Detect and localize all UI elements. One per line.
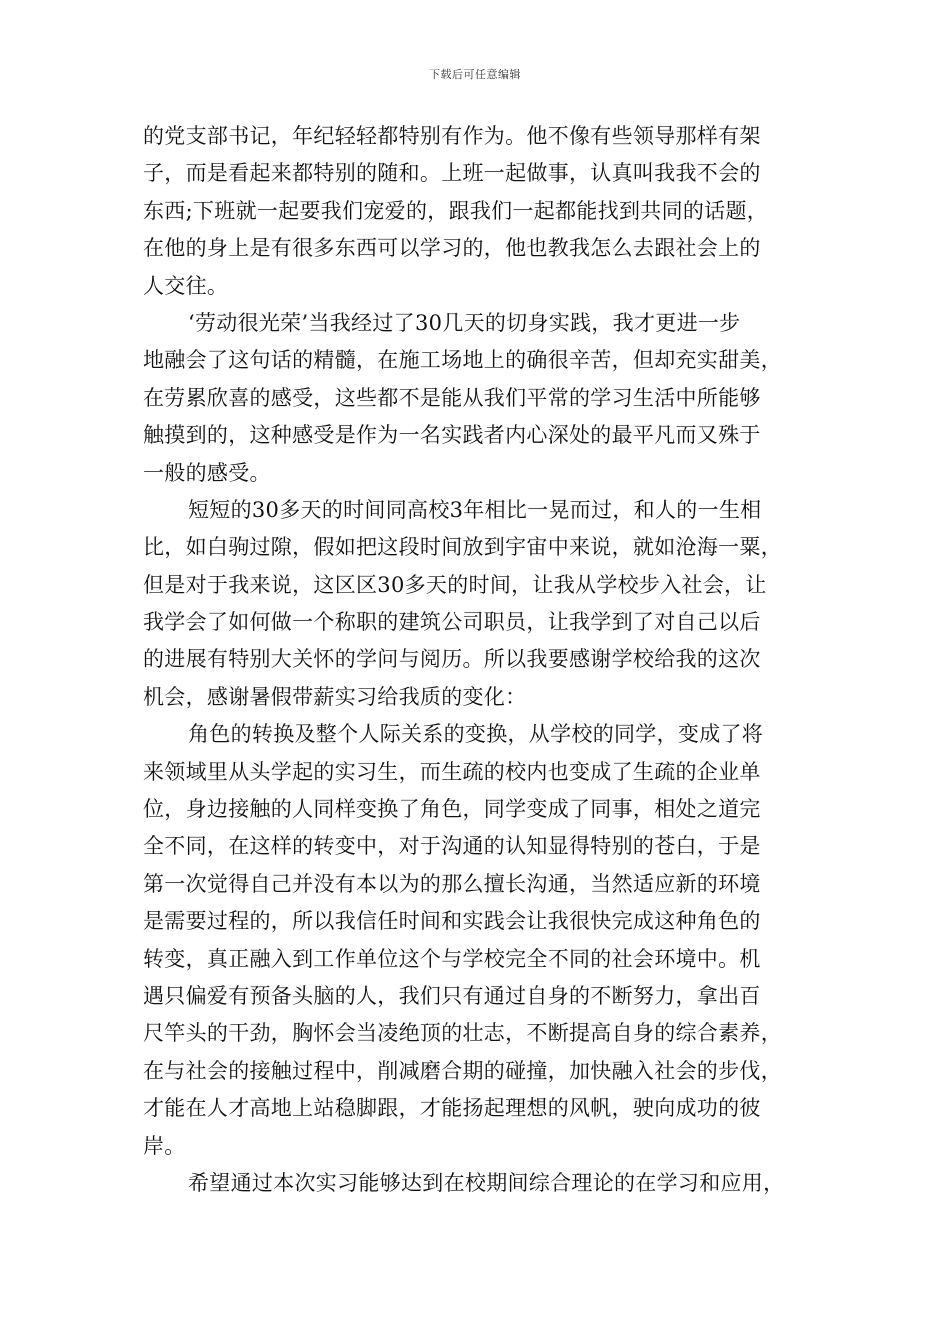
text-line: 人交往。 [143,273,229,298]
text-line: 全不同，在这样的转变中，对于沟通的认知显得特别的苍白，于是 [143,834,761,859]
paragraph [143,716,823,1165]
text-line: 的进展有特别大关怀的学问与阅历。所以我要感谢学校给我的这次 [143,647,761,672]
text-line: 第一次觉得自己并没有本以为的那么擅长沟通，当然适应新的环境 [143,871,761,896]
text-line: 但是对于我来说，这区区30多天的时间，让我从学校步入社会，让 [143,572,767,597]
text-line: 一般的感受。 [143,460,271,485]
text-line: ‘劳动很光荣’当我经过了30几天的切身实践，我才更进一步 [188,310,741,335]
text-line: 遇只偏爱有预备头脑的人，我们只有通过自身的不断努力，拿出百 [143,983,761,1008]
paragraph [143,305,823,492]
text-line: 在他的身上是有很多东西可以学习的，他也教我怎么去跟社会上的 [143,236,761,261]
text-line: 位，身边接触的人同样变换了角色，同学变成了同事，相处之道完 [143,797,761,822]
page-header: 下载后可任意编辑 [429,68,521,81]
paragraph [143,492,823,716]
text-line: 我学会了如何做一个称职的建筑公司职员，让我学到了对自己以后 [143,610,761,635]
text-line: 地融会了这句话的精髓，在施工场地上的确很辛苦，但却充实甜美， [143,348,782,373]
text-line: 尺竿头的干劲，胸怀会当凌绝顶的壮志，不断提高自身的综合素养， [143,1021,782,1046]
text-line: 东西;下班就一起要我们宠爱的，跟我们一起都能找到共同的话题， [143,198,769,223]
text-line: 比，如白驹过隙，假如把这段时间放到宇宙中来说，就如沧海一粟， [143,535,782,560]
text-line: 岸。 [143,1133,186,1158]
text-line: 的党支部书记，年纪轻轻都特别有作为。他不像有些领导那样有架 [143,124,761,148]
paragraph [143,1165,823,1202]
text-line: 角色的转换及整个人际关系的变换，从学校的同学，变成了将 [188,722,764,747]
text-line: 触摸到的，这种感受是作为一名实践者内心深处的最平凡而又殊于 [143,423,761,448]
text-line: 希望通过本次实习能够达到在校期间综合理论的在学习和应用， [188,1170,785,1195]
text-line: 在与社会的接触过程中，削减磨合期的碰撞，加快融入社会的步伐， [143,1058,782,1083]
text-line: 才能在人才高地上站稳脚跟，才能扬起理想的风帆，驶向成功的彼 [143,1096,761,1121]
text-line: 来领域里从头学起的实习生，而生疏的校内也变成了生疏的企业单 [143,759,761,784]
text-line: 机会，感谢暑假带薪实习给我质的变化： [143,684,527,709]
document-body [143,118,823,1202]
text-line: 转变，真正融入到工作单位这个与学校完全不同的社会环境中。机 [143,946,761,971]
text-line: 短短的30多天的时间同高校3年相比一晃而过，和人的一生相 [188,497,762,522]
text-line: 在劳累欣喜的感受，这些都不是能从我们平常的学习生活中所能够 [143,385,761,410]
text-line: 是需要过程的，所以我信任时间和实践会让我很快完成这种角色的 [143,909,761,934]
text-line: 子，而是看起来都特别的随和。上班一起做事，认真叫我我不会的 [143,161,761,186]
paragraph [143,118,823,305]
